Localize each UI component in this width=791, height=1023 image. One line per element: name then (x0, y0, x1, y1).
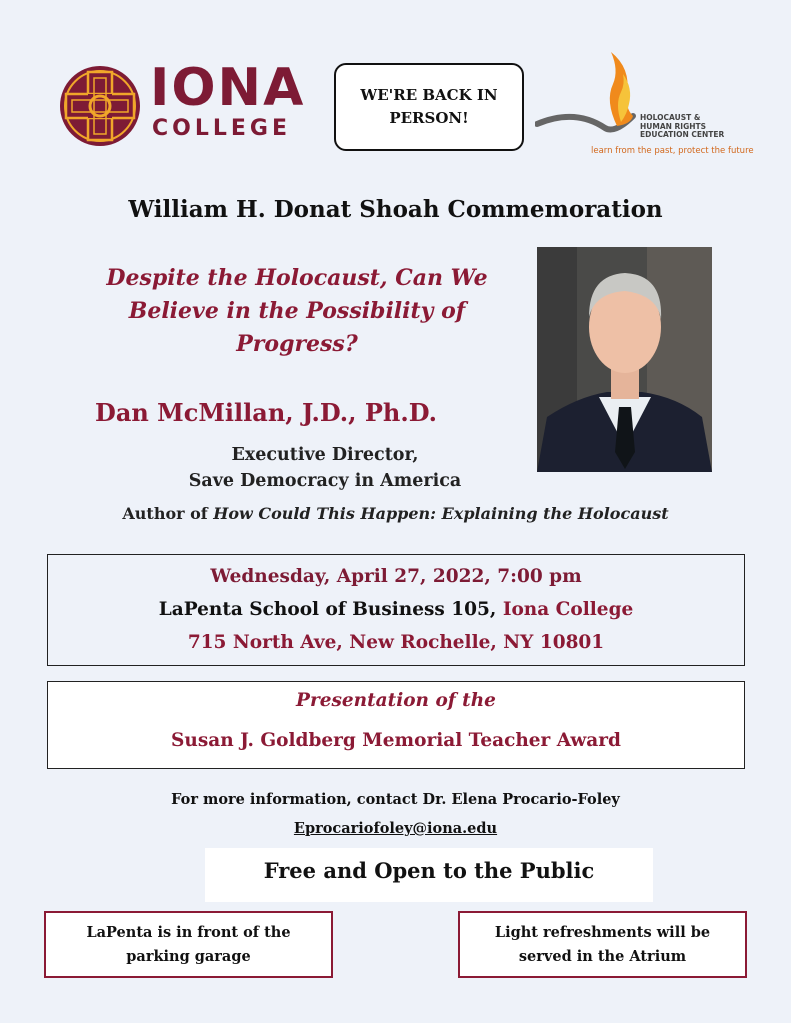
iona-logo-text: IONA (150, 58, 306, 118)
award-box (47, 681, 745, 769)
contact-text: For more information, contact Dr. Elena Procario-Foley (171, 791, 620, 808)
speaker-role-line2: Save Democracy in America (188, 471, 462, 492)
speaker-author-line (0, 504, 791, 523)
speaker-role-line1: Executive Director, (231, 445, 419, 465)
event-date: Wednesday, April 27, 2022, 7:00 pm (210, 566, 582, 587)
award-name: Susan J. Goldberg Memorial Teacher Award (171, 730, 621, 751)
holocaust-center-name: HOLOCAUST & HUMAN RIGHTS EDUCATION CENTER (640, 113, 725, 140)
iona-college-logo-icon (58, 64, 142, 148)
award-prefix: Presentation of the (296, 690, 496, 711)
speaker-role (130, 442, 520, 495)
back-in-person-badge (334, 63, 524, 151)
free-admission-text: Free and Open to the Public (263, 858, 595, 883)
parking-note-text: LaPenta is in front of the parking garage (86, 924, 291, 965)
refreshments-note-text: Light refreshments will be served in the Atrium (494, 924, 711, 965)
event-title: William H. Donat Shoah Commemoration (128, 196, 663, 223)
event-place (48, 599, 744, 620)
talk-title: Despite the Holocaust, Can We Believe in the Possibility of Progress? (106, 265, 488, 357)
speaker-name: Dan McMillan, J.D., Ph.D. (95, 398, 438, 427)
speaker-photo (537, 247, 712, 472)
author-prefix: Author of (122, 504, 208, 523)
book-title: How Could This Happen: Explaining the Holocaust (213, 504, 669, 523)
iona-logo-subtext: COLLEGE (152, 116, 291, 141)
contact-email-link[interactable]: Eprocariofoley@iona.edu (293, 820, 498, 837)
holocaust-center-tagline: learn from the past, protect the future (591, 146, 754, 156)
event-building: LaPenta School of Business 105, (158, 599, 497, 620)
holocaust-center-flame-logo-icon (535, 46, 645, 146)
event-address: 715 North Ave, New Rochelle, NY 10801 (187, 632, 605, 653)
event-institution: Iona College (502, 599, 634, 620)
free-admission-banner (205, 848, 653, 902)
refreshments-note-box (458, 911, 747, 978)
parking-note-box (44, 911, 333, 978)
event-details-box (47, 554, 745, 666)
back-in-person-text: WE'RE BACK IN PERSON! (360, 85, 498, 127)
